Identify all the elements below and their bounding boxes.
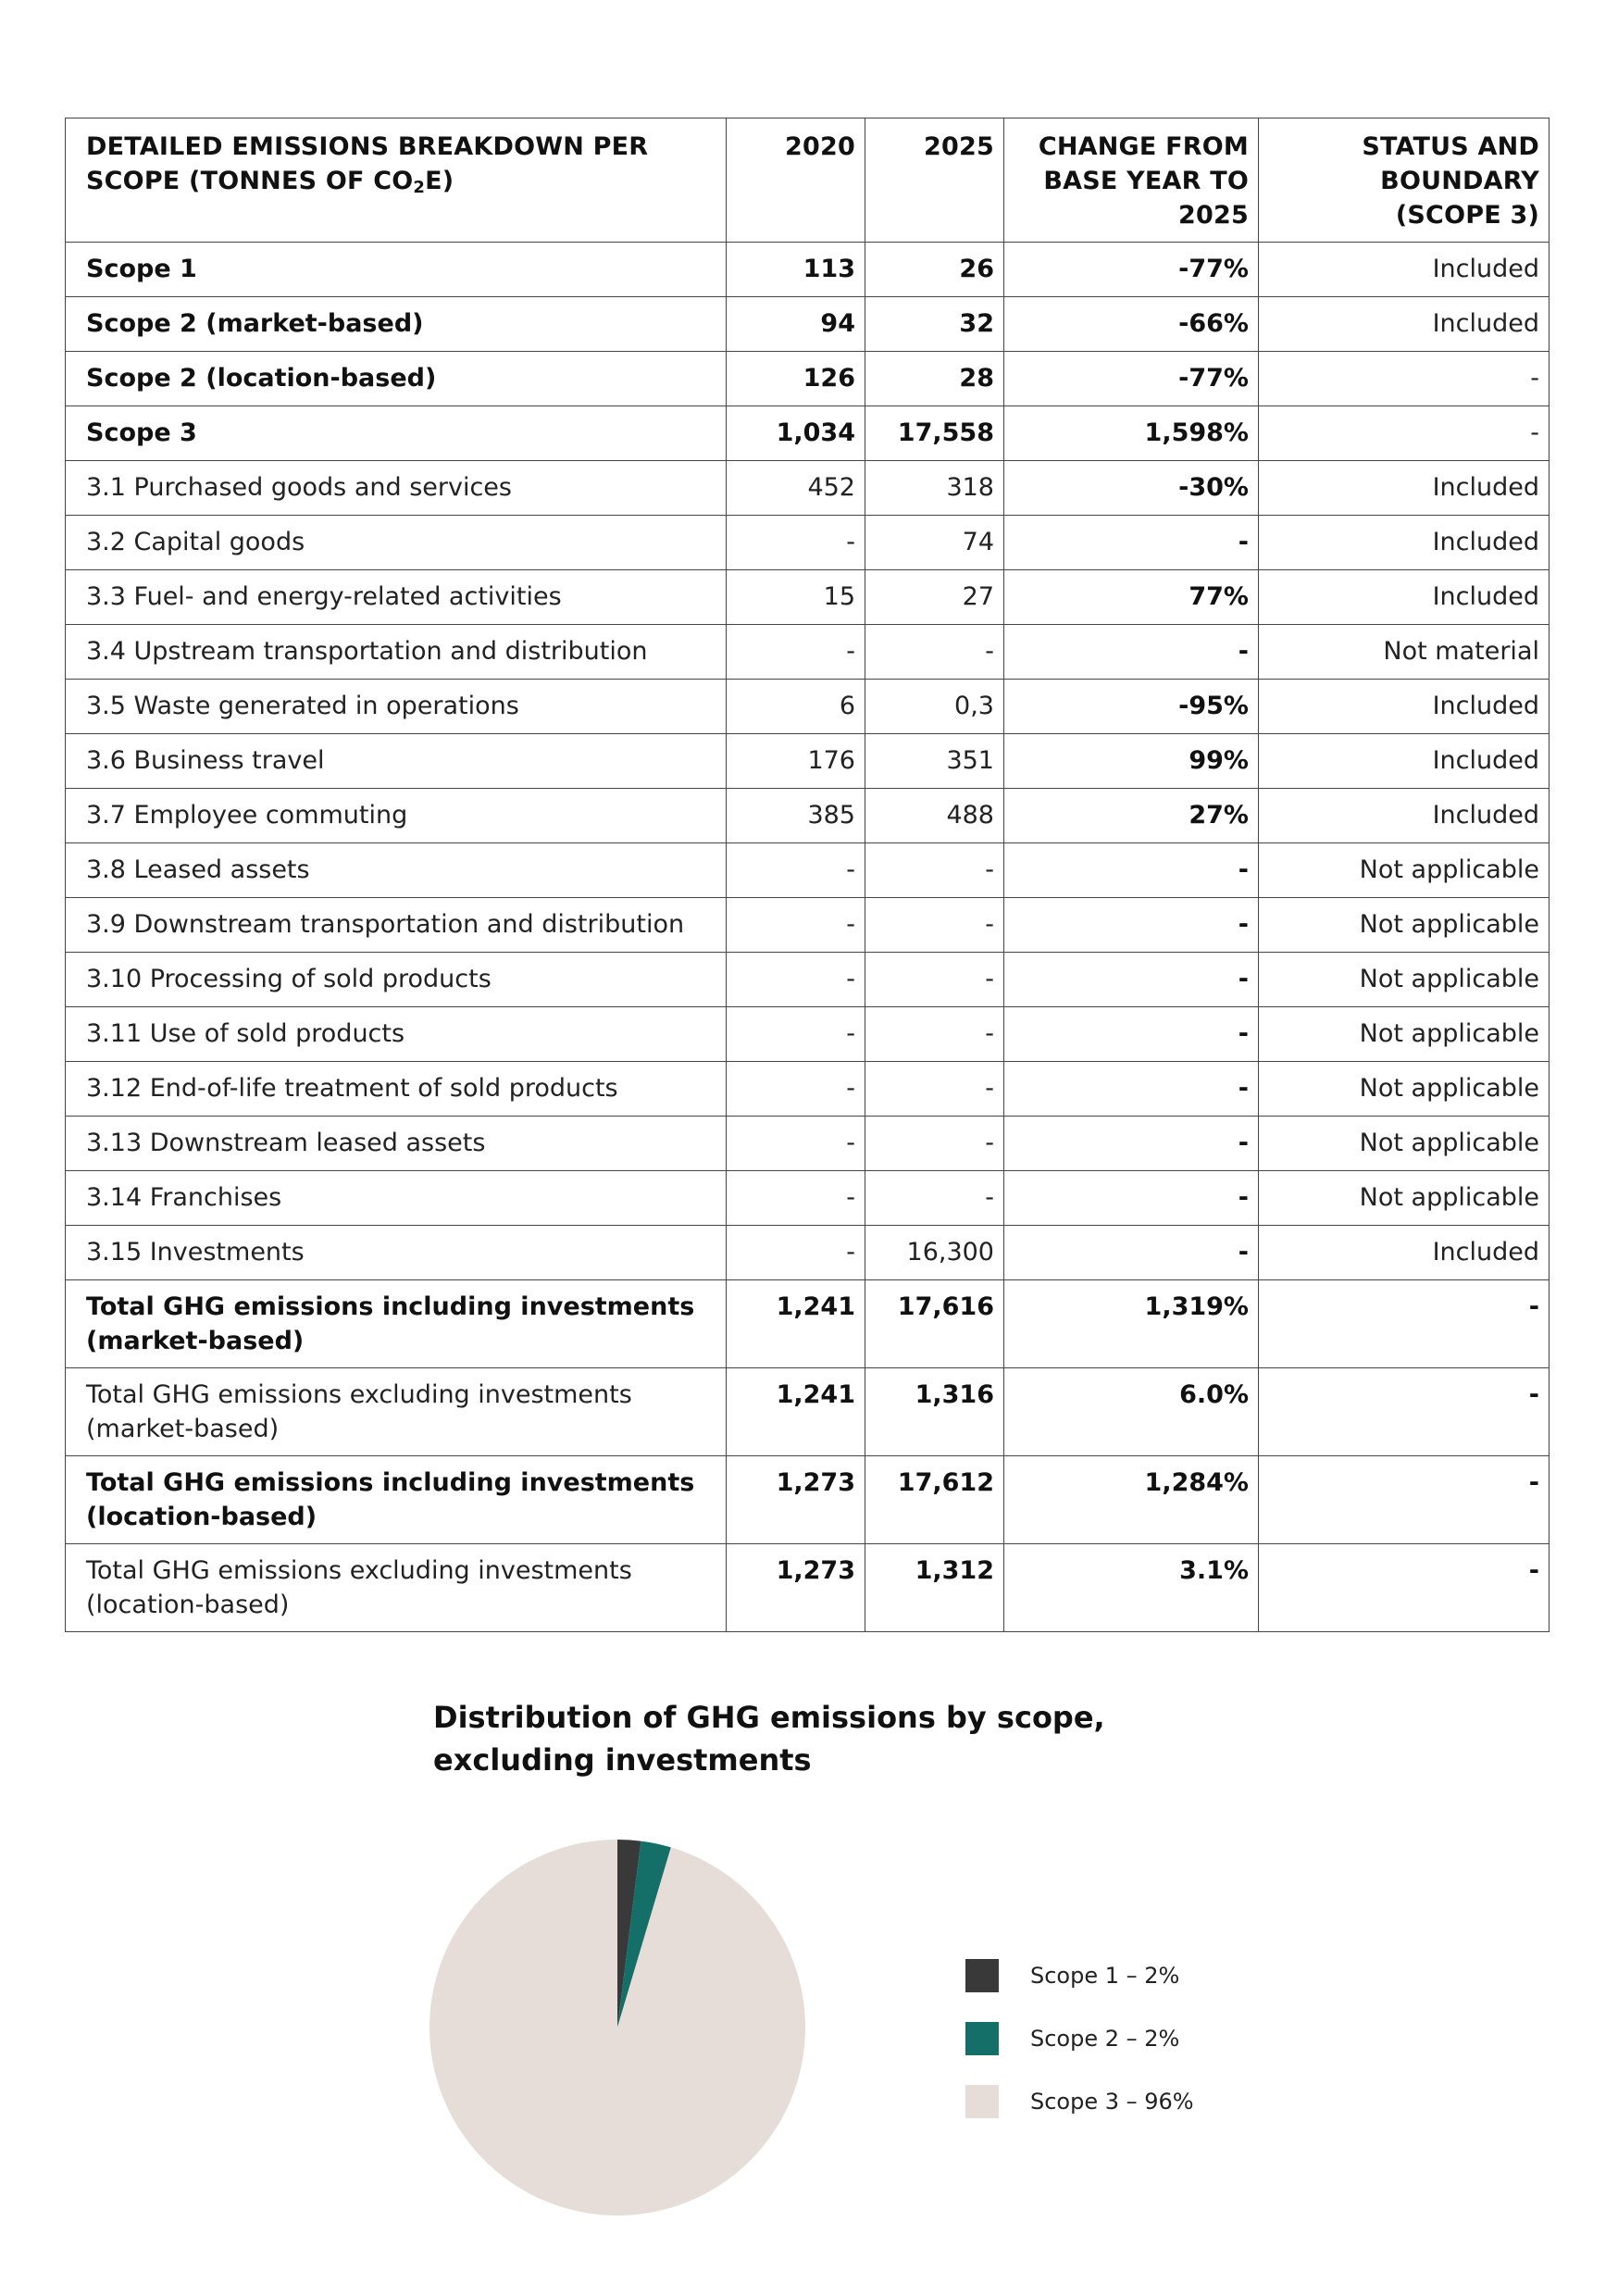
- header-description-line2: SCOPE (TONNES OF CO: [86, 167, 414, 195]
- value-2020: 385: [727, 789, 865, 843]
- value-change: -77%: [1004, 243, 1259, 297]
- value-change: 27%: [1004, 789, 1259, 843]
- value-status: Not applicable: [1259, 843, 1550, 898]
- row-label: Scope 3: [66, 406, 727, 461]
- row-label: Total GHG emissions including investments (market-based): [66, 1280, 727, 1368]
- value-2020: 1,034: [727, 406, 865, 461]
- value-status: Included: [1259, 297, 1550, 352]
- table-row: [66, 1171, 1550, 1226]
- value-status: Not applicable: [1259, 1062, 1550, 1117]
- table-row: [66, 789, 1550, 843]
- value-2020: -: [727, 1171, 865, 1226]
- row-label: 3.5 Waste generated in operations: [66, 680, 727, 734]
- value-2025: -: [865, 1171, 1004, 1226]
- pie-chart: [407, 1815, 833, 2240]
- row-label: Total GHG emissions excluding investments (market-based): [66, 1368, 727, 1456]
- value-2025: 28: [865, 352, 1004, 406]
- header-description: [66, 119, 727, 243]
- value-status: Not applicable: [1259, 953, 1550, 1007]
- value-status: -: [1259, 406, 1550, 461]
- value-2020: -: [727, 1062, 865, 1117]
- row-label: Scope 2 (location-based): [66, 352, 727, 406]
- chart-title: [433, 1696, 1174, 1781]
- row-label: 3.8 Leased assets: [66, 843, 727, 898]
- value-2020: 452: [727, 461, 865, 516]
- value-status: -: [1259, 1280, 1550, 1368]
- value-2025: 17,558: [865, 406, 1004, 461]
- chart-title-line1: Distribution of GHG emissions by scope,: [433, 1700, 1105, 1735]
- value-2025: -: [865, 1117, 1004, 1171]
- value-change: -: [1004, 953, 1259, 1007]
- value-status: Not applicable: [1259, 1117, 1550, 1171]
- value-change: -: [1004, 1007, 1259, 1062]
- table-row: [66, 516, 1550, 570]
- chart-legend: [965, 1944, 1194, 2133]
- legend-label: Scope 1 – 2%: [1030, 1963, 1180, 1989]
- header-change-line1: CHANGE FROM: [1038, 132, 1249, 161]
- table-row: [66, 953, 1550, 1007]
- value-2020: 1,273: [727, 1544, 865, 1632]
- row-label: 3.3 Fuel- and energy-related activities: [66, 570, 727, 625]
- table-row: [66, 1062, 1550, 1117]
- value-2025: 26: [865, 243, 1004, 297]
- header-2025: 2025: [865, 119, 1004, 243]
- chart-title-line2: excluding investments: [433, 1742, 812, 1778]
- row-label: Total GHG emissions excluding investments (location-based): [66, 1544, 727, 1632]
- row-label: Scope 2 (market-based): [66, 297, 727, 352]
- table-row: [66, 461, 1550, 516]
- table-row: [66, 898, 1550, 953]
- value-2025: 1,316: [865, 1368, 1004, 1456]
- value-2025: 351: [865, 734, 1004, 789]
- value-change: -: [1004, 516, 1259, 570]
- value-change: -: [1004, 1226, 1259, 1280]
- row-label: 3.10 Processing of sold products: [66, 953, 727, 1007]
- table-row: [66, 570, 1550, 625]
- row-label: 3.12 End-of-life treatment of sold products: [66, 1062, 727, 1117]
- value-status: Included: [1259, 516, 1550, 570]
- table-row: [66, 1280, 1550, 1368]
- value-change: 6.0%: [1004, 1368, 1259, 1456]
- value-2020: 1,241: [727, 1280, 865, 1368]
- value-2020: -: [727, 898, 865, 953]
- value-status: -: [1259, 1544, 1550, 1632]
- value-status: Included: [1259, 243, 1550, 297]
- table-row: [66, 1007, 1550, 1062]
- value-2025: -: [865, 953, 1004, 1007]
- value-change: -: [1004, 625, 1259, 680]
- row-label: 3.7 Employee commuting: [66, 789, 727, 843]
- value-change: -66%: [1004, 297, 1259, 352]
- value-2020: -: [727, 625, 865, 680]
- value-status: -: [1259, 352, 1550, 406]
- table-row: [66, 625, 1550, 680]
- table-row: [66, 243, 1550, 297]
- value-2025: 0,3: [865, 680, 1004, 734]
- table-row: [66, 843, 1550, 898]
- value-change: 77%: [1004, 570, 1259, 625]
- value-2020: 1,273: [727, 1456, 865, 1544]
- value-2025: 27: [865, 570, 1004, 625]
- value-status: Included: [1259, 680, 1550, 734]
- value-2025: -: [865, 1007, 1004, 1062]
- row-label: Scope 1: [66, 243, 727, 297]
- value-status: Not applicable: [1259, 1007, 1550, 1062]
- legend-swatch: [965, 1959, 999, 1992]
- value-2020: 6: [727, 680, 865, 734]
- value-status: Included: [1259, 570, 1550, 625]
- legend-label: Scope 2 – 2%: [1030, 2026, 1180, 2052]
- row-label: 3.15 Investments: [66, 1226, 727, 1280]
- legend-item: [965, 1944, 1194, 2007]
- header-status-line1: STATUS AND: [1362, 132, 1539, 161]
- header-2020: 2020: [727, 119, 865, 243]
- table-row: [66, 1456, 1550, 1544]
- value-2020: 1,241: [727, 1368, 865, 1456]
- value-2025: -: [865, 898, 1004, 953]
- row-label: 3.11 Use of sold products: [66, 1007, 727, 1062]
- value-change: -: [1004, 1171, 1259, 1226]
- header-status-line2: BOUNDARY: [1380, 167, 1539, 195]
- legend-swatch: [965, 2022, 999, 2055]
- header-status-line3: (SCOPE 3): [1395, 201, 1539, 230]
- value-2020: -: [727, 843, 865, 898]
- value-status: Included: [1259, 1226, 1550, 1280]
- emissions-table-container: [65, 118, 1549, 1632]
- value-2025: 488: [865, 789, 1004, 843]
- value-2025: 17,612: [865, 1456, 1004, 1544]
- value-status: -: [1259, 1368, 1550, 1456]
- table-row: [66, 1544, 1550, 1632]
- row-label: 3.6 Business travel: [66, 734, 727, 789]
- value-change: -95%: [1004, 680, 1259, 734]
- table-header-row: [66, 119, 1550, 243]
- row-label: 3.9 Downstream transportation and distribution: [66, 898, 727, 953]
- header-change-line2: BASE YEAR TO: [1043, 167, 1249, 195]
- value-change: -: [1004, 843, 1259, 898]
- legend-label: Scope 3 – 96%: [1030, 2089, 1194, 2115]
- value-2020: -: [727, 516, 865, 570]
- value-2025: -: [865, 1062, 1004, 1117]
- table-row: [66, 297, 1550, 352]
- row-label: 3.2 Capital goods: [66, 516, 727, 570]
- value-change: 1,598%: [1004, 406, 1259, 461]
- table-row: [66, 734, 1550, 789]
- value-2025: 32: [865, 297, 1004, 352]
- value-change: -: [1004, 1062, 1259, 1117]
- table-row: [66, 1226, 1550, 1280]
- emissions-breakdown-table: [65, 118, 1550, 1632]
- header-status: [1259, 119, 1550, 243]
- table-row: [66, 352, 1550, 406]
- value-status: Not applicable: [1259, 1171, 1550, 1226]
- value-change: -: [1004, 1117, 1259, 1171]
- value-status: Included: [1259, 789, 1550, 843]
- value-2020: -: [727, 953, 865, 1007]
- table-row: [66, 1117, 1550, 1171]
- value-2020: 113: [727, 243, 865, 297]
- row-label: 3.1 Purchased goods and services: [66, 461, 727, 516]
- value-2020: -: [727, 1117, 865, 1171]
- pie-slice-scope-3: [429, 1840, 805, 2215]
- value-change: 1,284%: [1004, 1456, 1259, 1544]
- value-2025: 1,312: [865, 1544, 1004, 1632]
- value-2025: 74: [865, 516, 1004, 570]
- value-2025: 318: [865, 461, 1004, 516]
- value-status: Not material: [1259, 625, 1550, 680]
- value-change: 3.1%: [1004, 1544, 1259, 1632]
- value-change: -30%: [1004, 461, 1259, 516]
- value-2020: 176: [727, 734, 865, 789]
- value-2025: -: [865, 843, 1004, 898]
- value-change: 1,319%: [1004, 1280, 1259, 1368]
- value-2020: -: [727, 1226, 865, 1280]
- value-2020: 126: [727, 352, 865, 406]
- row-label: Total GHG emissions including investments (location-based): [66, 1456, 727, 1544]
- header-change: [1004, 119, 1259, 243]
- value-2020: -: [727, 1007, 865, 1062]
- value-status: Included: [1259, 734, 1550, 789]
- header-description-line1: DETAILED EMISSIONS BREAKDOWN PER: [86, 132, 649, 161]
- row-label: 3.4 Upstream transportation and distribution: [66, 625, 727, 680]
- value-change: 99%: [1004, 734, 1259, 789]
- value-status: Included: [1259, 461, 1550, 516]
- value-2020: 94: [727, 297, 865, 352]
- header-subscript: 2: [413, 178, 426, 197]
- value-change: -77%: [1004, 352, 1259, 406]
- row-label: 3.13 Downstream leased assets: [66, 1117, 727, 1171]
- header-change-line3: 2025: [1178, 201, 1249, 230]
- value-change: -: [1004, 898, 1259, 953]
- header-description-line2-end: E): [425, 167, 454, 195]
- value-status: -: [1259, 1456, 1550, 1544]
- table-row: [66, 680, 1550, 734]
- legend-item: [965, 2007, 1194, 2070]
- value-status: Not applicable: [1259, 898, 1550, 953]
- legend-swatch: [965, 2085, 999, 2118]
- value-2025: 16,300: [865, 1226, 1004, 1280]
- legend-item: [965, 2070, 1194, 2133]
- table-row: [66, 1368, 1550, 1456]
- table-body: [66, 243, 1550, 1632]
- value-2025: 17,616: [865, 1280, 1004, 1368]
- value-2020: 15: [727, 570, 865, 625]
- row-label: 3.14 Franchises: [66, 1171, 727, 1226]
- value-2025: -: [865, 625, 1004, 680]
- table-row: [66, 406, 1550, 461]
